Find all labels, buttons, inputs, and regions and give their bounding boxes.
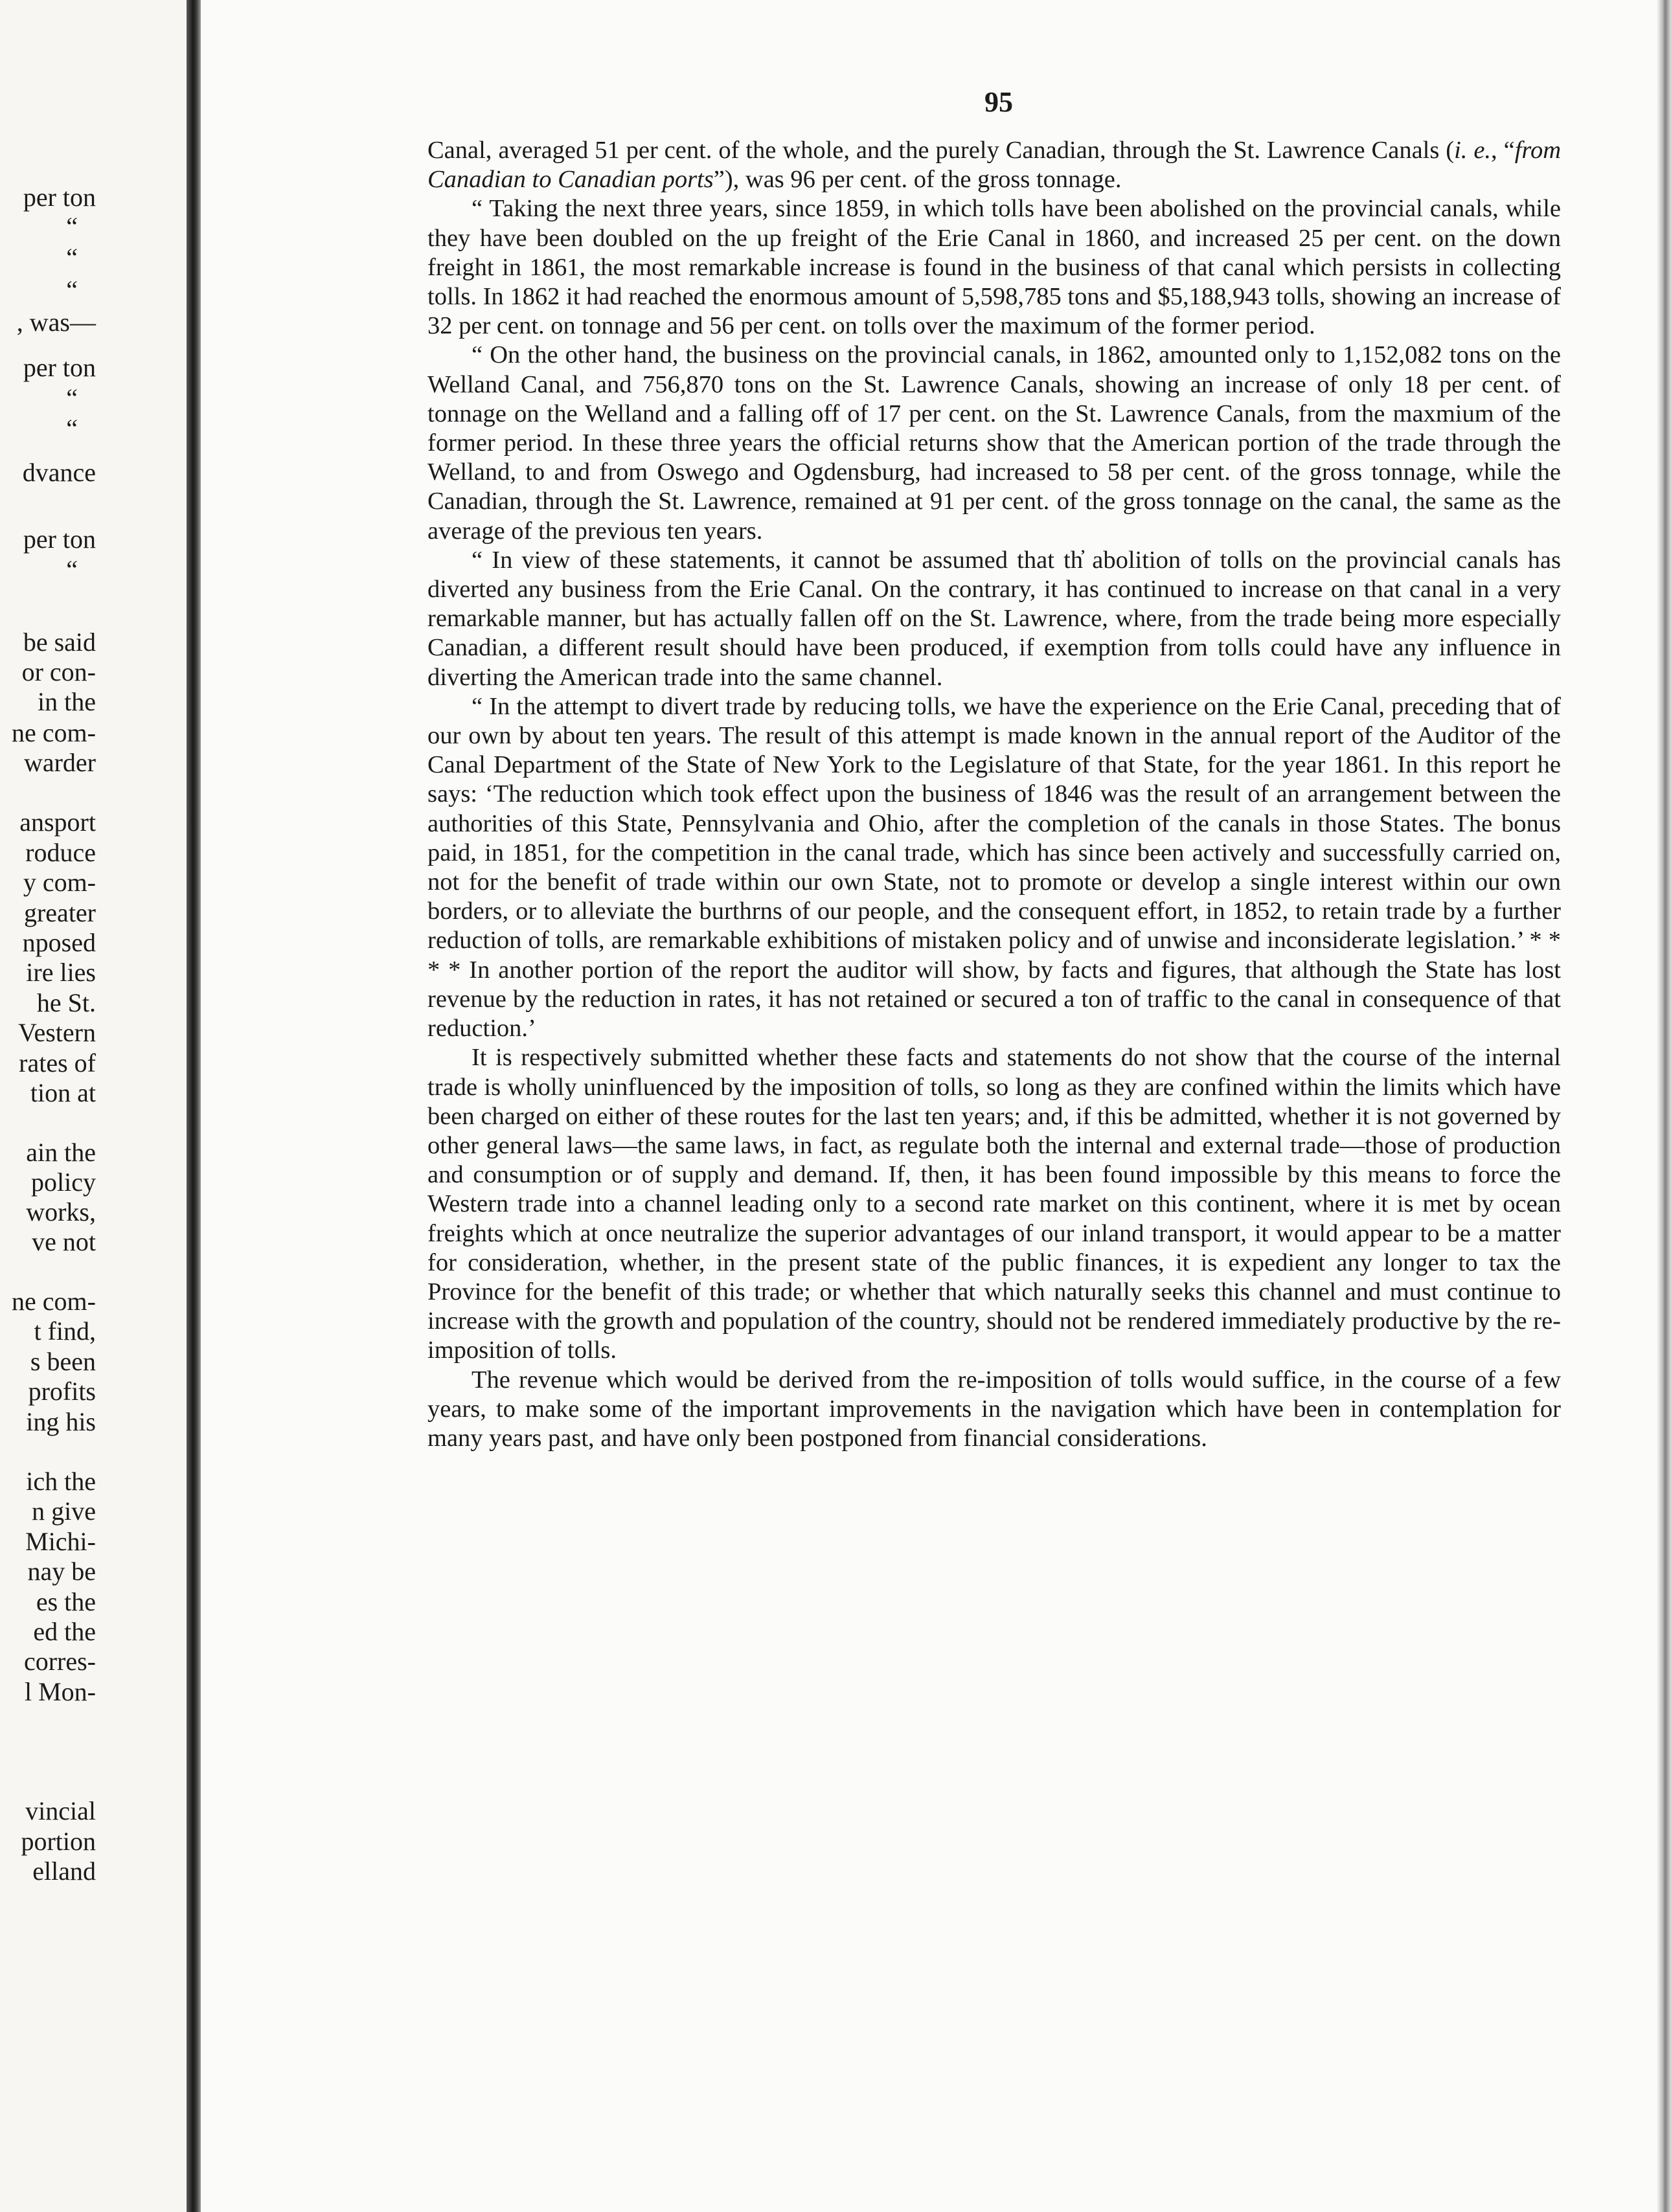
facing-page-line: t find, <box>34 1316 96 1346</box>
text-run: The revenue which would be derived from the re-imposition of tolls would suffice, in the course of a few years, to make some of the important improvements in the navigation which have been in contemplation for many years past, and have only been postponed from financial considerations. <box>427 1366 1561 1452</box>
body-text <box>427 136 1561 1453</box>
facing-page-line: elland <box>32 1857 96 1886</box>
italic-text: i. e. <box>1454 137 1492 164</box>
text-run: “ In view of these statements, it cannot be assumed that th̓ abolition of tolls on the provincial canals has diverted any business from the Erie Canal. On the contrary, it has continued to increase on that canal in a very remarkable manner, but has actually fallen off on the St. Lawrence, where, from the trade being more especially Canadian, a different result should have been produced, if exemption from tolls could have any influence in diverting the American trade into the same channel. <box>427 546 1561 691</box>
facing-page-line: nay be <box>27 1557 96 1586</box>
text-run: Canal, averaged 51 per cent. of the whole, and the purely Canadian, through the St. Lawrence Canals ( <box>427 137 1455 164</box>
facing-page-line: ne com- <box>12 718 96 747</box>
facing-page-line: ing his <box>26 1407 96 1436</box>
facing-page-line: l Mon- <box>25 1677 96 1706</box>
facing-page-line: ed the <box>33 1617 96 1646</box>
facing-page-line: ne com- <box>12 1287 96 1316</box>
paragraph <box>427 1043 1561 1365</box>
facing-page-line: “ <box>66 555 78 584</box>
facing-page-line: works, <box>26 1197 96 1226</box>
facing-page-line: dvance <box>22 458 96 487</box>
facing-page-line: ve not <box>32 1227 96 1256</box>
facing-page-line: vincial <box>25 1796 96 1825</box>
text-run: ”), was 96 per cent. of the gross tonnage. <box>713 166 1122 194</box>
facing-page-line: or con- <box>21 657 96 686</box>
text-run: “ On the other hand, the business on the provincial canals, in 1862, amounted only to 1,152,082 tons on the Welland Canal, and 756,870 tons on the St. Lawrence Canals, showing an increase of only 18 per cent. of tonnage on the Welland and a falling off of 17 per cent. on the St. Lawrence Canals, from the maxmium of the former period. In these three years the official returns show that the American portion of the trade through the Welland, to and from Oswego and Ogdensburg, had increased to 58 per cent. of the gross tonnage, while the Canadian, through the St. Lawrence, remained at 91 per cent. of the gross tonnage on the canal, the same as the average of the previous ten years. <box>427 341 1561 545</box>
facing-page-line: ain the <box>26 1138 96 1167</box>
italic-text: from Canadian to Canadian ports <box>427 137 1561 194</box>
facing-page-line: warder <box>23 748 96 777</box>
facing-page-line: per ton <box>23 353 96 382</box>
facing-page-line: per ton <box>23 183 96 212</box>
facing-page-line: , was— <box>16 308 96 337</box>
facing-page-fragment <box>0 0 187 2212</box>
facing-page-line: es the <box>36 1587 96 1616</box>
facing-page-line: “ <box>66 414 78 443</box>
facing-page-line: be said <box>23 627 96 657</box>
paragraph <box>427 1366 1561 1454</box>
facing-page-line: Michi- <box>25 1527 96 1556</box>
facing-page-line: ansport <box>19 807 96 837</box>
facing-page-line: y com- <box>23 868 96 897</box>
text-run: It is respectively submitted whether these facts and statements do not show that the course of the internal trade is wholly uninfluenced by the imposition of tolls, so long as they are confined within the limits which have been charged on either of these routes for the last ten years; and, if this be admitted, whether it is not governed by other general laws—the same laws, in fact, as regulate both the internal and external trade—those of production and consumption or of supply and demand. If, then, it has been found impossible by this means to force the Western trade into a channel leading only to a second rate market on this continent, where it is met by ocean freights which at once neutralize the superior advantages of our inland transport, it would appear to be a matter for consideration, whether, in the present state of the public finances, it is expedient any longer to tax the Province for the benefit of this trade; or whether that which naturally seeks this channel and must continue to increase with the growth and population of the country, should not be rendered immediately productive by the re-imposition of tolls. <box>427 1044 1561 1364</box>
paragraph <box>427 341 1561 545</box>
book-spine <box>187 0 201 2212</box>
facing-page-line: tion at <box>30 1078 96 1107</box>
page-edge <box>1657 0 1671 2212</box>
facing-page-line: per ton <box>23 525 96 554</box>
facing-page-line: ich the <box>26 1467 96 1496</box>
facing-page-line: roduce <box>25 838 96 867</box>
facing-page-line: nposed <box>22 928 96 957</box>
facing-page-line: “ <box>66 243 78 272</box>
facing-page-line: ire lies <box>26 958 96 987</box>
facing-page-line: policy <box>31 1168 96 1197</box>
facing-page-line: n give <box>32 1496 96 1526</box>
facing-page-line: profits <box>28 1377 96 1406</box>
facing-page-line: “ <box>66 212 78 241</box>
facing-page-line: “ <box>66 275 78 304</box>
facing-page-line: s been <box>30 1347 96 1376</box>
paragraph <box>427 136 1561 194</box>
text-run: “ Taking the next three years, since 1859, in which tolls have been abolished on the provincial canals, while they have been doubled on the up freight of the Erie Canal in 1860, and increased 25 per cent. on the down freight in 1861, the most remarkable increase is found in the business of that canal which persists in collecting tolls. In 1862 it had reached the enormous amount of 5,598,785 tons and $5,188,943 tolls, showing an increase of 32 per cent. on tonnage and 56 per cent. on tolls over the maximum of the former period. <box>427 195 1561 340</box>
facing-page-line: greater <box>23 898 96 927</box>
facing-page-line: portion <box>21 1827 96 1856</box>
paragraph <box>427 692 1561 1043</box>
paragraph <box>427 194 1561 341</box>
document-page <box>201 0 1671 2212</box>
facing-page-line: he St. <box>36 988 96 1017</box>
facing-page-line: corres- <box>23 1647 96 1676</box>
facing-page-line: Vestern <box>18 1018 96 1047</box>
page-number: 95 <box>984 86 1013 118</box>
facing-page-line: rates of <box>19 1048 96 1078</box>
text-run: , “ <box>1491 137 1515 164</box>
facing-page-line: in the <box>38 687 96 716</box>
facing-page-line: “ <box>66 383 78 412</box>
text-run: “ In the attempt to divert trade by reducing tolls, we have the experience on the Erie Canal, preceding that of our own by about ten years. The result of this attempt is made known in the annual report of the Auditor of the Canal Department of the State of New York to the Legislature of that State, for the year 1861. In this report he says: ‘The reduction which took effect upon the business of 1846 was the result of an arrangement between the authorities of this State, Pennsylvania and Ohio, after the completion of the canals in those States. The bonus paid, in 1851, for the competition in the canal trade, which has since been actively and successfully carried on, not for the benefit of trade within our own State, not to promote or develop a single interest within our own borders, or to alleviate the burthrns of our people, and the consequent effort, in 1852, to retain trade by a further reduction of tolls, are remarkable exhibitions of mistaken policy and of unwise and inconsiderate legislation.’ * * * * In another portion of the report the auditor will show, by facts and figures, that although the State has lost revenue by the reduction in rates, it has not retained or secured a ton of traffic to the canal in consequence of that reduction.’ <box>427 692 1561 1043</box>
paragraph <box>427 546 1561 692</box>
